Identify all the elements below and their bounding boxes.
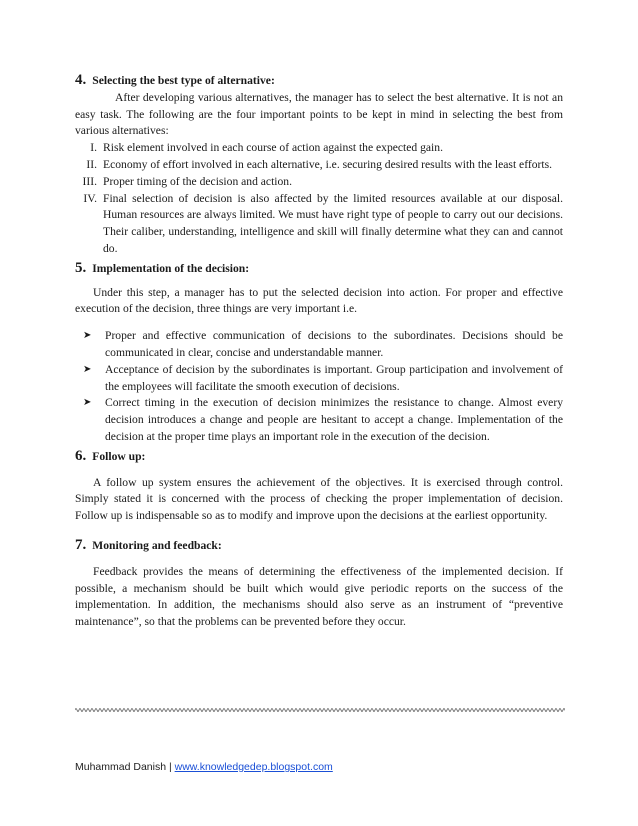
arrow-bullet-list bbox=[75, 328, 563, 446]
list-numeral: II. bbox=[86, 157, 97, 171]
list-item bbox=[75, 191, 563, 258]
section-number: 7. bbox=[75, 536, 87, 553]
list-text: Proper and effective communication of decisions to the subordinates. Decisions should be communicated in clear, concise and understandable manner. bbox=[105, 329, 563, 359]
list-text: Correct timing in the execution of decision minimizes the resistance to change. Almost every decision introduces a change and people are hesitant to accept a change. Implementation of the decision at the proper time plays an important role in the execution of the decision. bbox=[105, 396, 563, 443]
list-text: Acceptance of decision by the subordinates is important. Group participation and involvement of the employees will facilitate the smooth execution of decisions. bbox=[105, 362, 563, 393]
list-text: Final selection of decision is also affected by the limited resources available at our disposal. Human resources are always limited. We must have right type of people to carry out our decisions. Their caliber, understanding, intelligence and skill will finally determine what they can and cannot do. bbox=[103, 191, 563, 255]
arrow-bullet-icon: ➤ bbox=[83, 330, 92, 342]
section-number: 4. bbox=[75, 72, 87, 88]
section-6-heading bbox=[75, 448, 563, 466]
section-5-heading bbox=[75, 260, 563, 278]
section-title: Monitoring and feedback: bbox=[92, 538, 222, 552]
section-title: Selecting the best type of alternative: bbox=[92, 74, 275, 87]
list-item bbox=[83, 328, 563, 362]
wavy-divider bbox=[75, 706, 565, 714]
section-6-body: A follow up system ensures the achievement of the objectives. It is exercised through control. Simply stated it is concerned with the process of checking the proper implementation of decision. Follow up is indispensable so as to modify and improve upon the decisions at the earliest opportunity. bbox=[75, 475, 563, 523]
section-5-intro: Under this step, a manager has to put the selected decision into action. For proper and effective execution of the decision, three things are very important i.e. bbox=[75, 285, 563, 316]
list-numeral: III. bbox=[82, 174, 97, 188]
arrow-bullet-icon: ➤ bbox=[83, 397, 92, 409]
list-item bbox=[75, 157, 563, 174]
footer-link[interactable]: www.knowledgedep.blogspot.com bbox=[174, 761, 333, 773]
list-item bbox=[75, 174, 563, 191]
roman-list bbox=[75, 140, 563, 258]
section-4-heading bbox=[75, 72, 563, 90]
section-7-heading bbox=[75, 537, 563, 555]
list-text: Risk element involved in each course of action against the expected gain. bbox=[103, 141, 443, 155]
list-numeral: IV. bbox=[83, 191, 97, 205]
section-title: Follow up: bbox=[92, 449, 146, 463]
list-numeral: I. bbox=[90, 141, 97, 155]
section-7-body: Feedback provides the means of determining the effectiveness of the implemented decision. If possible, a mechanism should be built which would give periodic reports on the success of the implementation. In addition, the mechanisms should also serve as an instrument of “preventive maintenance”, so that the problems can be prevented before they occur. bbox=[75, 564, 563, 629]
list-item bbox=[75, 140, 563, 157]
section-number: 5. bbox=[75, 259, 87, 276]
page-footer bbox=[75, 761, 333, 773]
section-title: Implementation of the decision: bbox=[92, 261, 250, 275]
section-number: 6. bbox=[75, 447, 87, 464]
arrow-bullet-icon: ➤ bbox=[83, 363, 92, 375]
list-item bbox=[83, 362, 563, 396]
section-4-intro: After developing various alternatives, the manager has to select the best alternative. It is not an easy task. The following are the four important points to be kept in mind in selecting the best from various alternatives: bbox=[75, 90, 563, 138]
footer-author: Muhammad Danish | bbox=[75, 761, 175, 773]
page-content bbox=[75, 72, 563, 631]
list-text: Proper timing of the decision and action. bbox=[103, 174, 292, 188]
list-text: Economy of effort involved in each alternative, i.e. securing desired results with the least efforts. bbox=[103, 157, 553, 171]
list-item bbox=[83, 395, 563, 445]
